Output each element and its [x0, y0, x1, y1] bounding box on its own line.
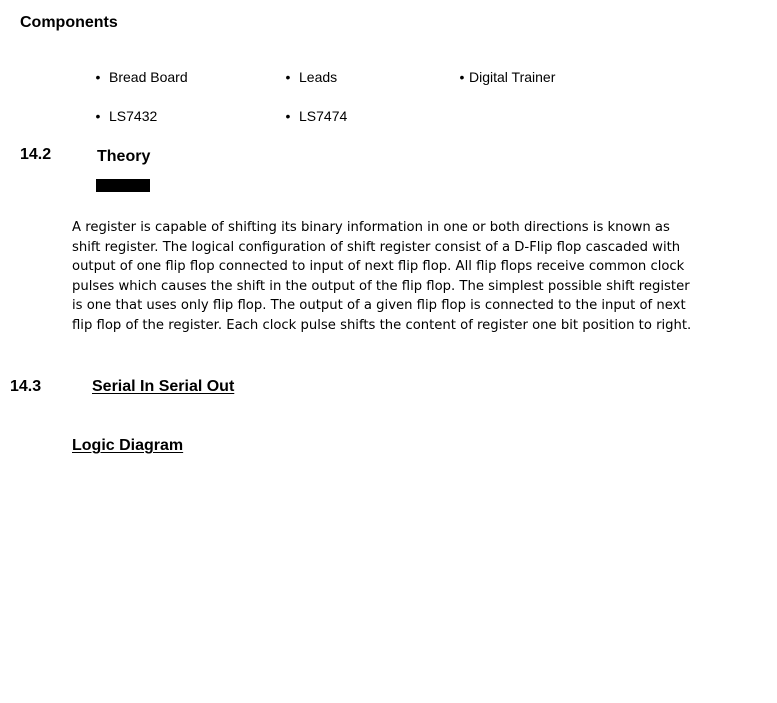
component-label: LS7432 [109, 108, 158, 124]
component-label: LS7474 [299, 108, 348, 124]
component-item [95, 108, 157, 124]
logic-diagram-heading: Logic Diagram [72, 437, 184, 454]
component-item [459, 69, 555, 85]
theory-heading: Theory [97, 148, 151, 165]
bullet-icon: • [459, 69, 465, 85]
siso-section-number: 14.3 [10, 378, 42, 395]
component-item [95, 69, 188, 85]
theory-paragraph: A register is capable of shifting its binary information in one or both directions is known as shift register. The logical configuration of shift register consist of a D-Flip flop cascaded with output of one flip flop connected to input of next flip flop. All flip flops receive common clock pulses which causes the shift in the output of the flip flop. The simplest possible shift register is one that uses only flip flop. The output of a given flip flop is connected to the input of next flip flop of the register. Each clock pulse shifts the content of register one bit position to right. [72, 220, 692, 333]
bullet-icon: • [95, 108, 101, 124]
redaction-bar [96, 179, 150, 192]
component-label: Leads [299, 69, 338, 85]
component-item [285, 108, 347, 124]
component-item [285, 69, 337, 85]
theory-section-number: 14.2 [20, 146, 52, 163]
components-heading: Components [20, 14, 118, 31]
bullet-icon: • [95, 69, 101, 85]
bullet-icon: • [285, 69, 291, 85]
siso-heading: Serial In Serial Out [92, 378, 235, 395]
component-label: Digital Trainer [469, 69, 556, 85]
bullet-icon: • [285, 108, 291, 124]
component-label: Bread Board [109, 69, 188, 85]
